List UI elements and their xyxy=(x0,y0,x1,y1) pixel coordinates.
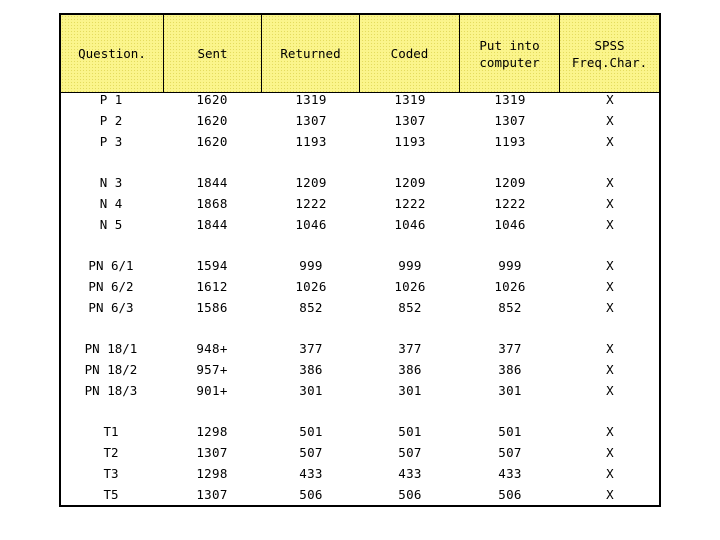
cell-computer: 1026 xyxy=(494,279,526,294)
cell-returned: 999 xyxy=(299,258,323,273)
header-sent: Sent xyxy=(197,46,228,61)
cell-spss: X xyxy=(606,300,614,315)
data-table xyxy=(59,13,661,507)
cell-sent: 1586 xyxy=(196,300,228,315)
cell-returned: 301 xyxy=(299,383,323,398)
cell-returned: 386 xyxy=(299,362,323,377)
cell-question: T5 xyxy=(103,487,119,502)
cell-returned: 1026 xyxy=(295,279,327,294)
cell-coded: 1209 xyxy=(394,175,426,190)
cell-spss: X xyxy=(606,113,614,128)
cell-coded: 1319 xyxy=(394,92,426,107)
cell-computer: 433 xyxy=(498,466,522,481)
cell-coded: 301 xyxy=(398,383,422,398)
cell-coded: 433 xyxy=(398,466,422,481)
cell-sent: 1307 xyxy=(196,487,228,502)
cell-spss: X xyxy=(606,92,614,107)
cell-question: N 3 xyxy=(99,175,123,190)
cell-coded: 377 xyxy=(398,341,422,356)
cell-coded: 999 xyxy=(398,258,422,273)
cell-sent: 957+ xyxy=(196,362,228,377)
cell-question: T3 xyxy=(103,466,119,481)
cell-computer: 501 xyxy=(498,424,522,439)
cell-computer: 852 xyxy=(498,300,522,315)
cell-spss: X xyxy=(606,466,614,481)
cell-computer: 999 xyxy=(498,258,522,273)
cell-computer: 507 xyxy=(498,445,522,460)
cell-question: PN 18/3 xyxy=(84,383,138,398)
cell-question: PN 6/2 xyxy=(88,279,134,294)
cell-returned: 1222 xyxy=(295,196,327,211)
cell-computer: 1193 xyxy=(494,134,526,149)
cell-sent: 1298 xyxy=(196,466,228,481)
cell-spss: X xyxy=(606,258,614,273)
cell-question: N 5 xyxy=(99,217,123,232)
cell-spss: X xyxy=(606,279,614,294)
header-question: Question. xyxy=(78,46,146,61)
cell-computer: 1319 xyxy=(494,92,526,107)
cell-coded: 852 xyxy=(398,300,422,315)
cell-question: T1 xyxy=(103,424,119,439)
cell-returned: 377 xyxy=(299,341,323,356)
cell-spss: X xyxy=(606,217,614,232)
cell-computer: 1222 xyxy=(494,196,526,211)
header-put-into-computer: Put into computer xyxy=(479,37,540,70)
cell-question: PN 18/1 xyxy=(84,341,138,356)
cell-returned: 1193 xyxy=(295,134,327,149)
cell-coded: 1026 xyxy=(394,279,426,294)
cell-spss: X xyxy=(606,445,614,460)
cell-sent: 1844 xyxy=(196,217,228,232)
cell-returned: 1209 xyxy=(295,175,327,190)
cell-computer: 301 xyxy=(498,383,522,398)
cell-question: PN 6/1 xyxy=(88,258,134,273)
cell-computer: 1046 xyxy=(494,217,526,232)
cell-returned: 506 xyxy=(299,487,323,502)
cell-coded: 501 xyxy=(398,424,422,439)
cell-returned: 501 xyxy=(299,424,323,439)
header-spss-freq-char: SPSS Freq.Char. xyxy=(571,37,648,70)
cell-question: P 1 xyxy=(99,92,123,107)
cell-spss: X xyxy=(606,175,614,190)
cell-spss: X xyxy=(606,424,614,439)
cell-returned: 433 xyxy=(299,466,323,481)
cell-spss: X xyxy=(606,134,614,149)
cell-sent: 1620 xyxy=(196,134,228,149)
cell-spss: X xyxy=(606,341,614,356)
cell-question: T2 xyxy=(103,445,119,460)
cell-question: N 4 xyxy=(99,196,123,211)
cell-computer: 386 xyxy=(498,362,522,377)
cell-question: PN 18/2 xyxy=(84,362,138,377)
cell-sent: 1868 xyxy=(196,196,228,211)
cell-sent: 1307 xyxy=(196,445,228,460)
cell-computer: 1307 xyxy=(494,113,526,128)
cell-computer: 377 xyxy=(498,341,522,356)
cell-coded: 1222 xyxy=(394,196,426,211)
cell-coded: 1046 xyxy=(394,217,426,232)
cell-coded: 1193 xyxy=(394,134,426,149)
cell-returned: 1307 xyxy=(295,113,327,128)
cell-coded: 386 xyxy=(398,362,422,377)
cell-sent: 1620 xyxy=(196,113,228,128)
cell-sent: 901+ xyxy=(196,383,228,398)
cell-sent: 1298 xyxy=(196,424,228,439)
cell-computer: 506 xyxy=(498,487,522,502)
cell-coded: 507 xyxy=(398,445,422,460)
cell-spss: X xyxy=(606,383,614,398)
cell-sent: 948+ xyxy=(196,341,228,356)
cell-sent: 1844 xyxy=(196,175,228,190)
header-returned: Returned xyxy=(280,46,341,61)
cell-returned: 852 xyxy=(299,300,323,315)
cell-returned: 1319 xyxy=(295,92,327,107)
cell-sent: 1620 xyxy=(196,92,228,107)
cell-spss: X xyxy=(606,362,614,377)
cell-coded: 506 xyxy=(398,487,422,502)
cell-returned: 1046 xyxy=(295,217,327,232)
cell-spss: X xyxy=(606,487,614,502)
cell-coded: 1307 xyxy=(394,113,426,128)
cell-question: P 3 xyxy=(99,134,123,149)
cell-sent: 1612 xyxy=(196,279,228,294)
cell-sent: 1594 xyxy=(196,258,228,273)
cell-question: PN 6/3 xyxy=(88,300,134,315)
header-coded: Coded xyxy=(390,46,429,61)
cell-question: P 2 xyxy=(99,113,123,128)
cell-returned: 507 xyxy=(299,445,323,460)
cell-spss: X xyxy=(606,196,614,211)
cell-computer: 1209 xyxy=(494,175,526,190)
